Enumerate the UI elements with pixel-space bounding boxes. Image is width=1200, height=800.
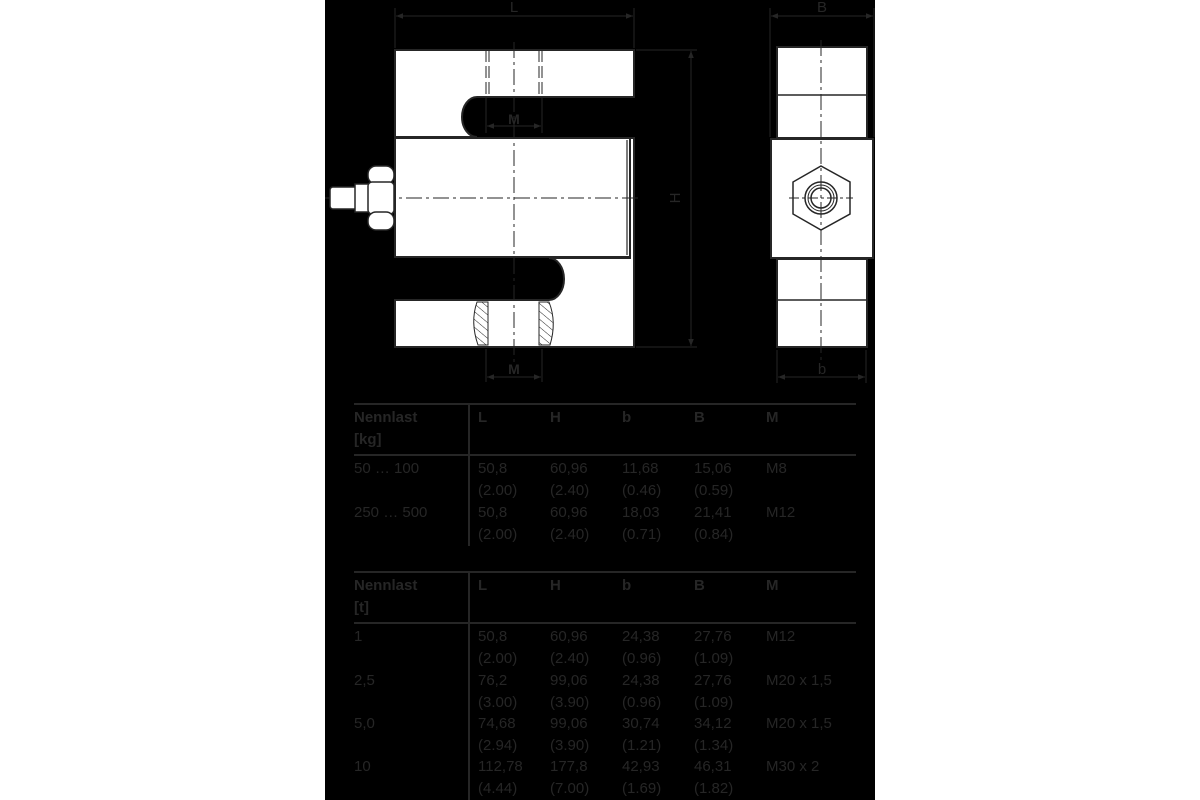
cell-B: 46,31 (1.82) — [694, 758, 734, 797]
cell-B: 15,06 (0.59) — [694, 460, 734, 499]
front-lower-block — [777, 259, 867, 347]
cell-M: M20 x 1,5 — [766, 715, 832, 732]
technical-drawing — [325, 0, 875, 400]
cell-load: 2,5 — [354, 672, 375, 689]
front-upper-block — [777, 47, 867, 138]
header-load: Nennlast [kg] — [354, 409, 418, 448]
dim-label-H: H — [667, 192, 684, 204]
cell-B: 27,76 (1.09) — [694, 628, 734, 667]
table-top-rule — [354, 571, 856, 573]
cell-H: 99,06 (3.90) — [550, 672, 590, 711]
cell-L: 50,8 (2.00) — [478, 504, 518, 543]
header-col-L: L — [478, 577, 488, 594]
cell-M: M12 — [766, 504, 796, 521]
s-beam-middle-block — [395, 138, 630, 257]
header-col-L: L — [478, 409, 488, 426]
cell-b: 30,74 (1.21) — [622, 715, 662, 754]
header-load: Nennlast [t] — [354, 577, 418, 616]
cell-b: 18,03 (0.71) — [622, 504, 662, 543]
cell-M: M30 x 2 — [766, 758, 820, 775]
cell-H: 60,96 (2.40) — [550, 460, 590, 499]
cable-gland — [330, 166, 394, 230]
table-top-rule — [354, 403, 856, 405]
table-header-rule — [354, 454, 856, 456]
cell-H: 60,96 (2.40) — [550, 628, 590, 667]
table-kg — [325, 403, 875, 548]
cell-load: 250 … 500 — [354, 504, 428, 521]
cell-load: 1 — [354, 628, 363, 645]
cell-b: 42,93 (1.69) — [622, 758, 662, 797]
drawing-panel — [325, 0, 875, 800]
header-col-M: M — [766, 409, 779, 426]
table-column-divider — [468, 403, 470, 546]
table-header-rule — [354, 622, 856, 624]
cell-L: 50,8 (2.00) — [478, 460, 518, 499]
header-col-H: H — [550, 577, 561, 594]
cell-H: 99,06 (3.90) — [550, 715, 590, 754]
dim-label-M-bottom: M — [508, 361, 520, 377]
cell-load: 50 … 100 — [354, 460, 420, 477]
dim-label-b: b — [817, 361, 827, 378]
dim-label-B: B — [816, 0, 828, 16]
table-t — [325, 571, 875, 800]
cell-b: 24,38 (0.96) — [622, 672, 662, 711]
cell-L: 50,8 (2.00) — [478, 628, 518, 667]
cell-load: 5,0 — [354, 715, 375, 732]
table-column-divider — [468, 571, 470, 800]
side-view — [325, 8, 697, 382]
cell-L: 74,68 (2.94) — [478, 715, 518, 754]
cell-L: 76,2 (3.00) — [478, 672, 518, 711]
dim-label-M-top: M — [508, 111, 520, 127]
header-col-B: B — [694, 409, 705, 426]
cell-B: 34,12 (1.34) — [694, 715, 734, 754]
front-view — [770, 8, 874, 383]
cell-b: 11,68 (0.46) — [622, 460, 662, 499]
cell-L: 112,78 (4.44) — [478, 758, 523, 797]
cell-H: 177,8 (7.00) — [550, 758, 590, 797]
header-col-H: H — [550, 409, 561, 426]
header-col-M: M — [766, 577, 779, 594]
cell-load: 10 — [354, 758, 371, 775]
header-col-b: b — [622, 577, 632, 594]
dim-label-L: L — [509, 0, 519, 16]
cell-M: M20 x 1,5 — [766, 672, 832, 689]
cell-b: 24,38 (0.96) — [622, 628, 662, 667]
cell-M: M8 — [766, 460, 787, 477]
header-col-B: B — [694, 577, 705, 594]
header-col-b: b — [622, 409, 632, 426]
cell-B: 21,41 (0.84) — [694, 504, 734, 543]
cell-M: M12 — [766, 628, 796, 645]
cell-B: 27,76 (1.09) — [694, 672, 734, 711]
cell-H: 60,96 (2.40) — [550, 504, 590, 543]
